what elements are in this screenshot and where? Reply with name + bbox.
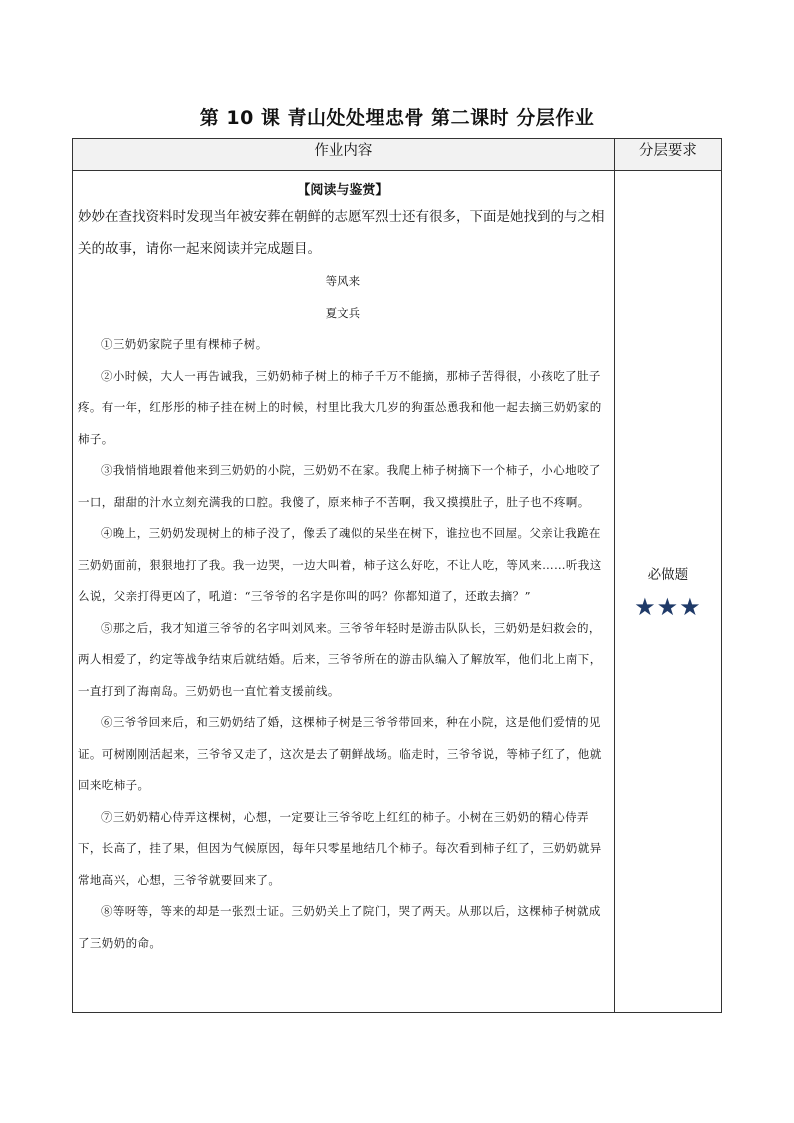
content-cell bbox=[73, 171, 615, 1013]
story-paragraph-7: ⑦三奶奶精心侍弄这棵树，心想，一定要让三爷爷吃上红红的柿子。小树在三奶奶的精心侍弄下，长高了，挂了果，但因为气候原因，每年只零星地结几个柿子。每次看到柿子红了，三奶奶就异常地高兴，心想，三爷爷就要回来了。 bbox=[78, 809, 602, 887]
homework-table bbox=[72, 138, 722, 1013]
intro-text: 妙妙在查找资料时发现当年被安葬在朝鲜的志愿军烈士还有很多，下面是她找到的与之相关的故事，请你一起来阅读并完成题目。 bbox=[78, 209, 605, 257]
page-title: 第 10 课 青山处处埋忠骨 第二课时 分层作业 bbox=[199, 107, 595, 129]
story-paragraph-4: ④晚上，三奶奶发现树上的柿子没了，像丢了魂似的呆坐在树下，谁拉也不回屋。父亲让我跪在三奶奶面前，狠狠地打了我。我一边哭，一边大叫着，柿子这么好吃，不让人吃，等风来……听我这么说，父亲打得更凶了，吼道：“三爷爷的名字是你叫的吗？你都知道了，还敢去摘？” bbox=[78, 526, 602, 603]
story-author: 夏文兵 bbox=[325, 306, 361, 320]
story-paragraph-1: ①三奶奶家院子里有棵柿子树。 bbox=[101, 337, 268, 351]
story-title: 等风来 bbox=[325, 274, 361, 288]
level-label: 必做题 bbox=[647, 566, 689, 583]
story-paragraph-3: ③我悄悄地跟着他来到三奶奶的小院，三奶奶不在家。我爬上柿子树摘下一个柿子，小心地咬了一口，甜甜的汁水立刻充满我的口腔。我傻了，原来柿子不苦啊，我又摸摸肚子，肚子也不疼啊。 bbox=[78, 463, 601, 509]
story-paragraph-5: ⑤那之后，我才知道三爷爷的名字叫刘风来。三爷爷年轻时是游击队队长，三奶奶是妇救会的，两人相爱了，约定等战争结束后就结婚。后来，三爷爷所在的游击队编入了解放军，他们北上南下，一直打到了海南岛。三奶奶也一直忙着支援前线。 bbox=[78, 620, 602, 698]
table-row bbox=[73, 171, 722, 1013]
table-header-row bbox=[73, 139, 722, 171]
header-content: 作业内容 bbox=[73, 139, 615, 171]
difficulty-stars-icon: ★★★ bbox=[634, 592, 702, 621]
story-paragraph-2: ②小时候，大人一再告诫我，三奶奶柿子树上的柿子千万不能摘，那柿子苦得很，小孩吃了肚子疼。有一年，红彤彤的柿子挂在树上的时候，村里比我大几岁的狗蛋怂恿我和他一起去摘三奶奶家的柿子。 bbox=[78, 368, 602, 446]
story-paragraph-6: ⑥三爷爷回来后，和三奶奶结了婚，这棵柿子树是三爷爷带回来，种在小院，这是他们爱情的见证。可树刚刚活起来，三爷爷又走了，这次是去了朝鲜战场。临走时，三爷爷说，等柿子红了，他就回来吃柿子。 bbox=[78, 715, 602, 792]
story-paragraph-8: ⑧等呀等，等来的却是一张烈士证。三奶奶关上了院门，哭了两天。从那以后，这棵柿子树就成了三奶奶的命。 bbox=[78, 904, 601, 950]
level-cell bbox=[614, 171, 721, 1013]
header-level: 分层要求 bbox=[614, 139, 721, 171]
section-heading: 【阅读与鉴赏】 bbox=[297, 183, 389, 198]
